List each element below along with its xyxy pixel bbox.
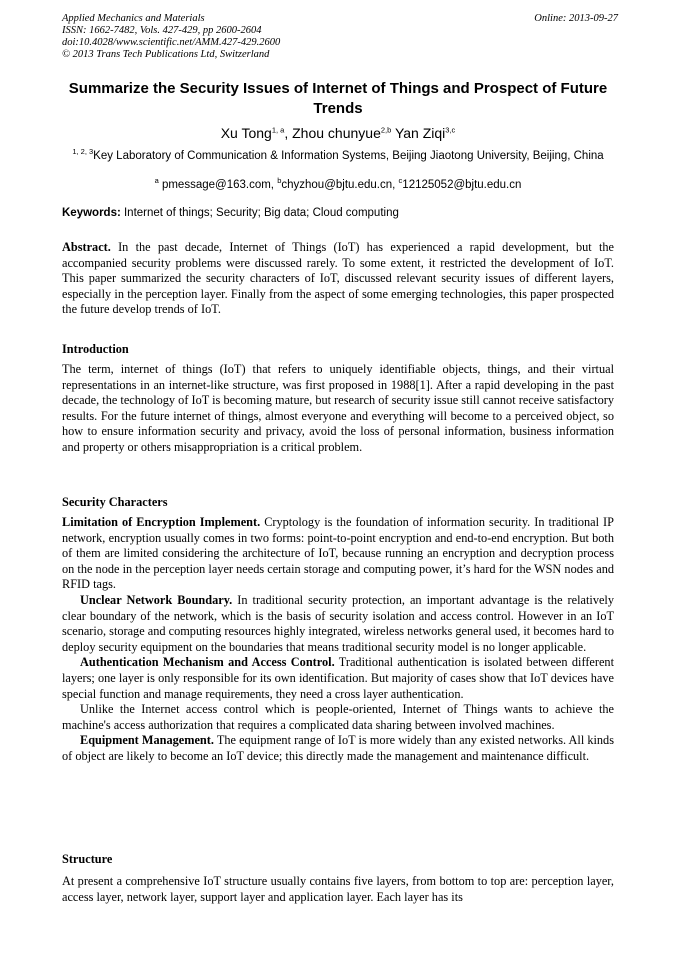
- issn-line: ISSN: 1662-7482, Vols. 427-429, pp 2600-2604: [62, 25, 262, 36]
- paragraph-label: Limitation of Encryption Implement.: [62, 515, 261, 529]
- paragraph-text: In traditional security protection, an important advantage is the relatively clear boundary of the network, which is the basis of security isolation and access control. However in an IoT scenario, storage and computing resources highly integrated, wireless networks general used, it becomes hard to deploy security equipment on the boundaries that means traditional security model is no longer applicable.: [62, 592, 614, 654]
- security-paragraph: [62, 655, 614, 702]
- introduction-text: The term, internet of things (IoT) that refers to uniquely identifiable objects, things, and their virtual representations in an internet-like structure, was first proposed in 1988[1]. After a rapid developing in the past decade, the technology of IoT is becoming mature, but research of security issue still cannot receive satisfactory results. For the future internet of things, almost everyone and everything will become to a perceived object, so how to ensure information security and privacy, avoid the loss of personal information, business information and property or others misappropriation is a critical problem.: [62, 362, 614, 454]
- paper-title: Summarize the Security Issues of Internet of Things and Prospect of Future Trends: [68, 80, 608, 117]
- structure-body: [62, 874, 614, 905]
- journal-header: [62, 13, 618, 61]
- security-paragraph: [62, 733, 614, 764]
- structure-text: At present a comprehensive IoT structure usually contains five layers, from bottom to top are: perception layer, access layer, network layer, support layer and application layer. Each layer has its: [62, 874, 614, 904]
- email-link[interactable]: chyzhou@bjtu.edu.cn,: [281, 179, 399, 191]
- security-paragraph: [62, 593, 614, 655]
- keywords-text: Internet of things; Security; Big data; Cloud computing: [120, 207, 399, 219]
- affiliation: [62, 149, 614, 163]
- email-link[interactable]: pmessage@163.com,: [158, 179, 278, 191]
- abstract-label: Abstract.: [62, 240, 111, 254]
- paragraph-text: The equipment range of IoT is more widely than any existed networks. All kinds of object are likely to become an IoT device; this directly made the management and maintenance difficult.: [62, 733, 614, 763]
- paragraph-label: Authentication Mechanism and Access Control.: [80, 655, 335, 670]
- author-superscript: 3,c: [445, 125, 456, 135]
- copyright-line: © 2013 Trans Tech Publications Ltd, Switzerland: [62, 49, 270, 60]
- security-paragraph: [62, 515, 614, 593]
- online-date: Online: 2013-09-27: [534, 13, 618, 24]
- journal-name: Applied Mechanics and Materials: [62, 13, 205, 24]
- email-superscript: a: [154, 176, 159, 186]
- email-line: [62, 178, 614, 192]
- keywords: [62, 206, 614, 220]
- doi-line: doi:10.4028/www.scientific.net/AMM.427-429.2600: [62, 37, 281, 48]
- introduction-heading: Introduction: [62, 342, 129, 356]
- email-superscript: b: [277, 176, 282, 186]
- introduction-body: [62, 362, 614, 456]
- author-name: Zhou chunyue: [292, 125, 381, 141]
- author-separator: ,: [284, 125, 293, 141]
- paragraph-label: Unclear Network Boundary.: [80, 592, 233, 607]
- paragraph-label: Equipment Management.: [80, 733, 214, 748]
- security-heading: Security Characters: [62, 495, 168, 509]
- security-body: [62, 515, 614, 765]
- security-paragraph: Unlike the Internet access control which is people-oriented, Internet of Things wants to achieve the machine's access authorization that requires a complicated data sharing between involved machines.: [62, 702, 614, 732]
- affiliation-text: Key Laboratory of Communication & Information Systems, Beijing Jiaotong University, Beijing, China: [93, 150, 604, 162]
- structure-heading: Structure: [62, 852, 113, 866]
- author-name: Xu Tong: [220, 125, 272, 141]
- author-superscript: 2,b: [380, 125, 392, 135]
- affiliation-superscript: 1, 2, 3: [72, 147, 94, 157]
- paragraph-text: Traditional authentication is isolated between different layers; one layer is only responsible for its own identification. But majority of cases show that IoT devices have special function and manage requirements, they need a cross layer authentication.: [62, 655, 614, 701]
- author-name: Yan Ziqi: [394, 125, 446, 141]
- abstract: [62, 240, 614, 318]
- email-link[interactable]: 12125052@bjtu.edu.cn: [402, 179, 522, 191]
- author-line: [62, 124, 614, 142]
- email-superscript: c: [398, 176, 403, 186]
- paragraph-text: Cryptology is the foundation of information security. In traditional IP network, encryption usually comes in two forms: point-to-point encryption and end-to-end encryption. But both of them are limited considering the architecture of IoT, because running an encryption and decryption process on the node in the perception layer needs certain storage and computing power, it’s hard for the WSN nodes and RFID tags.: [62, 515, 614, 592]
- abstract-text: In the past decade, Internet of Things (IoT) has experienced a rapid development, but the accompanied security problems were discussed rarely. To some extent, it restricted the development of IoT. This paper summarized the security characters of IoT, discussed relevant security issues of different layers, especially in the perception layer. Finally from the aspect of some emerging technologies, this paper prospected the future develop trends of IoT.: [62, 240, 614, 317]
- keywords-label: Keywords:: [62, 207, 121, 219]
- author-superscript: 1, a: [271, 125, 285, 135]
